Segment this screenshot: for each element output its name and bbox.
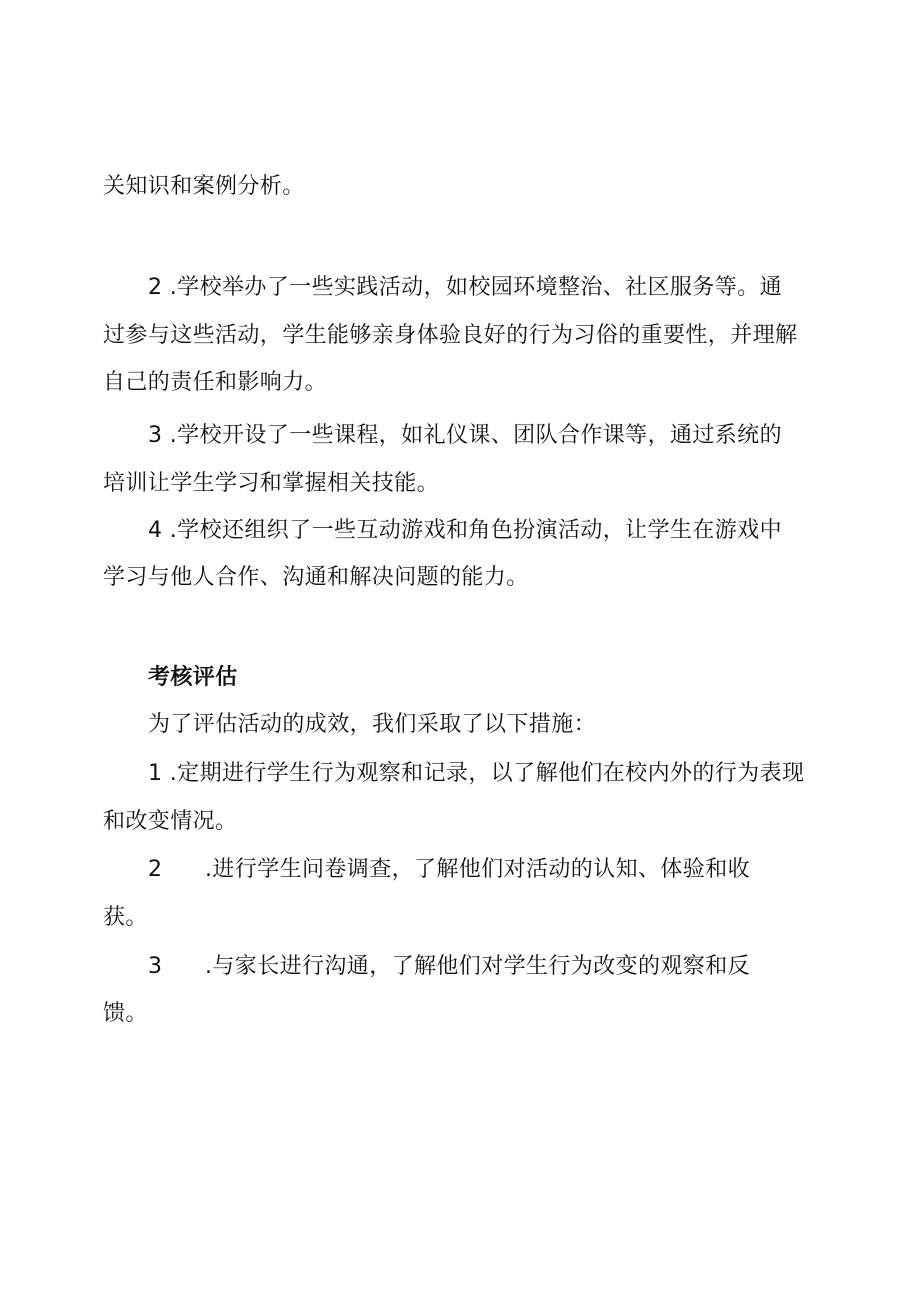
section-heading: 考核评估 <box>148 665 238 690</box>
paragraph-line: 3 .学校开设了一些课程，如礼仪课、团队合作课等，通过系统的 <box>148 423 782 448</box>
continuation-text: 关知识和案例分析。 <box>103 174 305 199</box>
item-number: 3 <box>148 954 162 979</box>
paragraph-line: 学习与他人合作、沟通和解决问题的能力。 <box>103 565 529 590</box>
paragraph-line: 培训让学生学习和掌握相关技能。 <box>103 471 440 496</box>
paragraph-line: .进行学生问卷调查，了解他们对活动的认知、体验和收 <box>205 857 750 882</box>
paragraph-line: 过参与这些活动，学生能够亲身体验良好的行为习俗的重要性，并理解 <box>103 323 798 348</box>
paragraph-line: 馈。 <box>103 1001 148 1026</box>
item-number: 2 <box>148 857 162 882</box>
paragraph-line: .与家长进行沟通，了解他们对学生行为改变的观察和反 <box>205 954 750 979</box>
paragraph-line: 自己的责任和影响力。 <box>103 370 328 395</box>
paragraph-line: 和改变情况。 <box>103 809 238 834</box>
paragraph-line: 4 .学校还组织了一些互动游戏和角色扮演活动，让学生在游戏中 <box>148 518 782 543</box>
paragraph-line: 1 .定期进行学生行为观察和记录，以了解他们在校内外的行为表现 <box>148 761 805 786</box>
section-intro: 为了评估活动的成效，我们采取了以下措施： <box>148 712 597 737</box>
paragraph-line: 2 .学校举办了一些实践活动，如校园环境整治、社区服务等。通 <box>148 275 782 300</box>
paragraph-line: 获。 <box>103 905 148 930</box>
